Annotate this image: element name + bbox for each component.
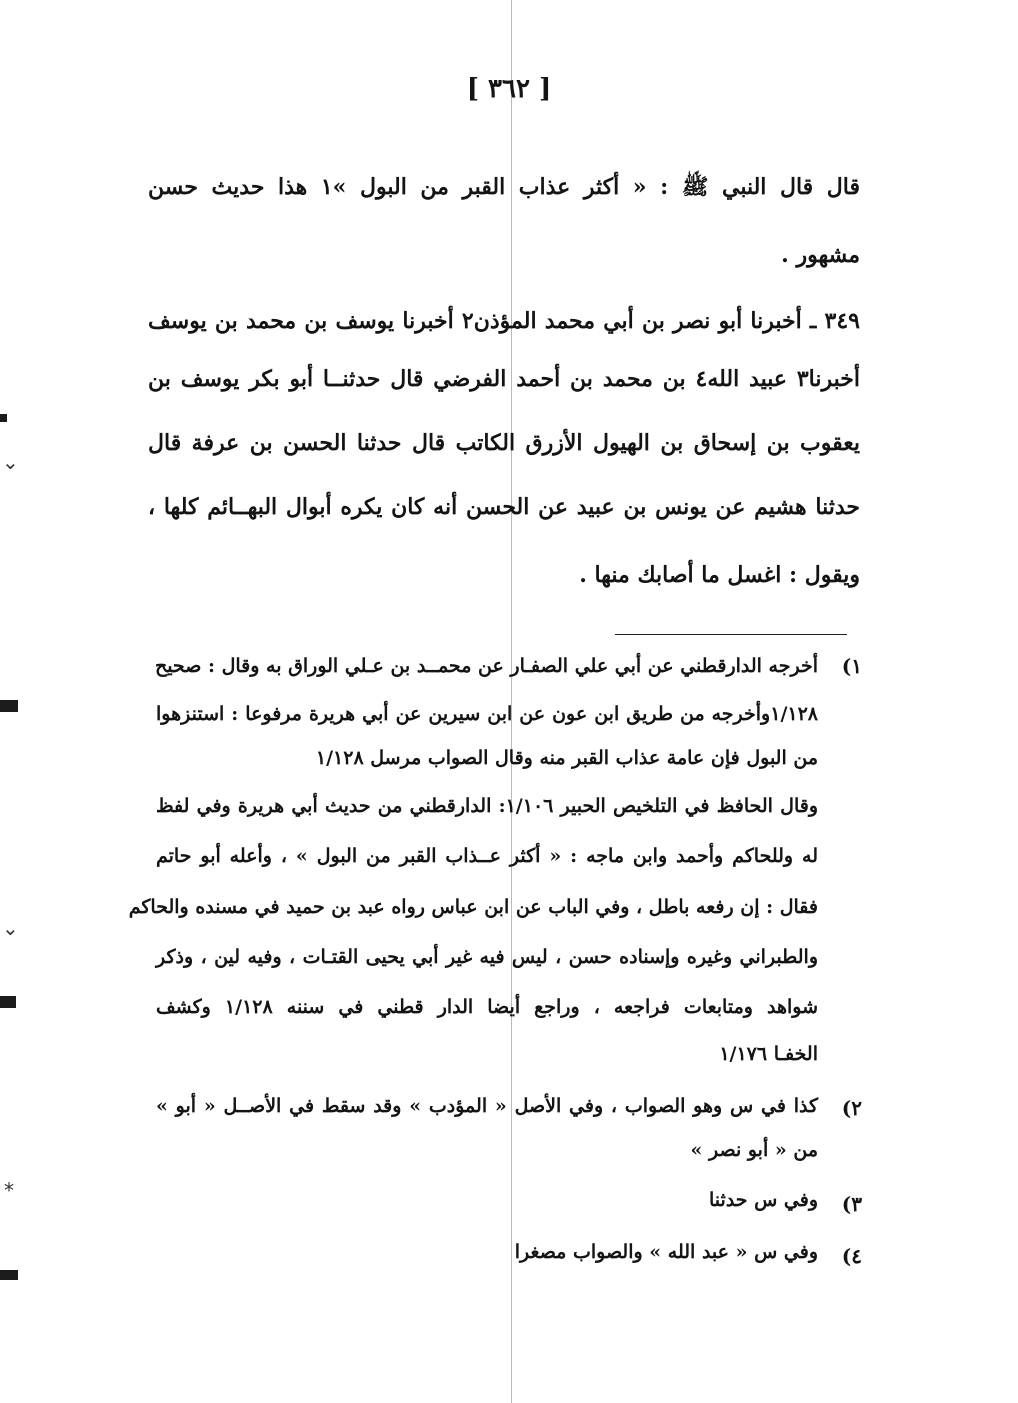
footnote-1-line-5: له وللحاكم وأحمد وابن ماجه : « أكثر عــذاب القبر من البول » ، وأعله أبو حاتم [156, 845, 818, 867]
footnote-1-line-4: وقال الحافظ في التلخيص الحبير ١/١٠٦: الدارقطني من حديث أبي هريرة وفي لفظ [156, 795, 818, 817]
page-number: [ ٣٦٢ ] [466, 74, 552, 104]
footnote-marker-1: ١) [841, 654, 862, 678]
body-line-6: حدثنا هشيم عن يونس بن عبيد عن الحسن أنه كان يكره أبوال البهــائم كلها ، [148, 494, 860, 520]
body-line-3: ٣٤٩ ـ أخبرنا أبو نصر بن أبي محمد المؤذن٢ أخبرنا يوسف بن محمد بن يوسف [148, 308, 860, 334]
body-line-4: أخبرنا٣ عبيد الله٤ بن محمد بن أحمد الفرضي قال حدثنــا أبو بكر يوسف بن [148, 366, 860, 392]
footnote-1-line-7: والطبراني وغيره وإسناده حسن ، ليس فيه غير أبي يحيى القتـات ، وفيه لين ، وذكر [156, 946, 818, 968]
footnote-3-line-1: وفي س حدثنا [708, 1189, 818, 1211]
footnote-1-line-8: شواهد ومتابعات فراجعه ، وراجع أيضا الدار قطني في سننه ١/١٢٨ وكشف [156, 996, 819, 1018]
scan-artifact-mark [0, 996, 16, 1008]
scan-artifact-mark [0, 414, 7, 422]
scan-artifact-mark [0, 700, 18, 712]
footnote-1-line-6: فقال : إن رفعه باطل ، وفي الباب عن ابن عباس رواه عبد بن حميد في مسنده والحاكم [128, 896, 818, 918]
body-line-2: مشهور . [781, 242, 860, 268]
footnote-marker-2: ٢) [841, 1096, 862, 1120]
footnote-2-line-1: كذا في س وهو الصواب ، وفي الأصل « المؤدب » وقد سقط في الأصــل « أبو » [156, 1095, 819, 1117]
footnote-marker-4: ٤) [841, 1244, 862, 1268]
footnote-4-line-1: وفي س « عبد الله » والصواب مصغرا [514, 1241, 818, 1263]
footnote-1-line-2: ١/١٢٨وأخرجه من طريق ابن عون عن ابن سيرين عن أبي هريرة مرفوعا : استنزهوا [156, 703, 818, 725]
scan-artifact-tick: ⌄ [2, 450, 19, 474]
body-line-5: يعقوب بن إسحاق بن الهيول الأزرق الكاتب قال حدثنا الحسن بن عرفة قال [148, 430, 860, 456]
footnote-1-line-3: من البول فإن عامة عذاب القبر منه وقال الصواب مرسل ١/١٢٨ [315, 747, 818, 769]
body-line-7: ويقول : اغسل ما أصابك منها . [579, 562, 860, 588]
footnote-separator [615, 634, 847, 635]
footnote-1-line-9: الخفـا ١/١٧٦ [719, 1043, 818, 1065]
scan-artifact-tick: ⁎ [4, 1172, 14, 1196]
footnote-marker-3: ٣) [841, 1192, 862, 1216]
scan-artifact-mark [0, 1270, 18, 1280]
footnote-1-line-1: أخرجه الدارقطني عن أبي علي الصفـار عن محمــد بن عـلي الوراق به وقال : صحيح [154, 655, 818, 677]
footnote-2-line-2: من « أبو نصر » [690, 1139, 818, 1161]
scan-artifact-tick: ⌄ [2, 916, 19, 940]
body-line-1: قال قال النبي ﷺ : « أكثر عذاب القبر من البول »١ هذا حديث حسن [148, 174, 860, 200]
